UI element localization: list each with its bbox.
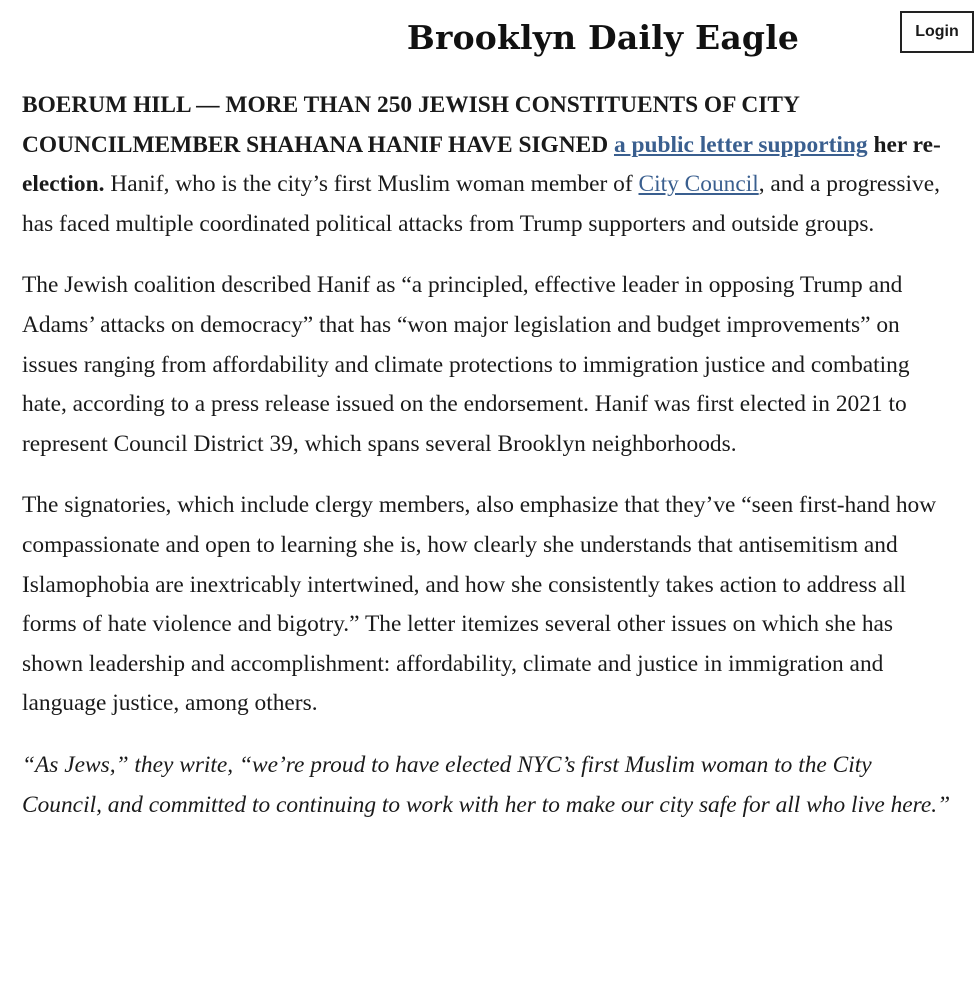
- public-letter-link[interactable]: a public letter supporting: [613, 131, 868, 158]
- site-logo[interactable]: Brooklyn Daily Eagle: [406, 17, 800, 57]
- article-quote: “As Jews,” they write, “we’re proud to have elected NYC’s first Muslim woman to the City Council, and committed to continuing to work with her to make our city safe for all who live here.”: [22, 751, 951, 818]
- login-button[interactable]: Login: [900, 11, 974, 53]
- article-body: [22, 86, 957, 847]
- article-paragraph-2: The Jewish coalition described Hanif as “a principled, effective leader in opposing Trump and Adams’ attacks on democracy” that has “won major legislation and budget improvements” on issues ranging from affordability and climate protections to immigration justice and combating hate, according to a press release issued on the endorsement. Hanif was first elected in 2021 to represent Council District 39, which spans several Brooklyn neighborhoods.: [22, 272, 910, 457]
- site-header: [0, 0, 979, 70]
- city-council-link[interactable]: City Council: [638, 171, 759, 198]
- article-paragraph-3: The signatories, which include clergy members, also emphasize that they’ve “seen first-hand how compassionate and open to learning she is, how clearly she understands that antisemitism and Islamophobia are inextricably intertwined, and how she consistently takes action to address all forms of hate violence and bigotry.” The letter itemizes several other issues on which she has shown leadership and accomplishment: affordability, climate and justice in immigration and language justice, among others.: [22, 492, 937, 717]
- article-lede: BOERUM HILL — MORE THAN 250 JEWISH CONSTITUENTS OF CITY COUNCILMEMBER SHAHANA HANIF HAVE SIGNED a public letter supporting her re-election.: [22, 92, 941, 198]
- article-paragraph-1: BOERUM HILL — MORE THAN 250 JEWISH CONSTITUENTS OF CITY COUNCILMEMBER SHAHANA HANIF HAVE SIGNED a public letter supporting her re-election. Hanif, who is the city’s first Muslim woman member of City Council, and a progressive, has faced multiple coordinated political attacks from Trump supporters and outside groups.: [22, 92, 941, 237]
